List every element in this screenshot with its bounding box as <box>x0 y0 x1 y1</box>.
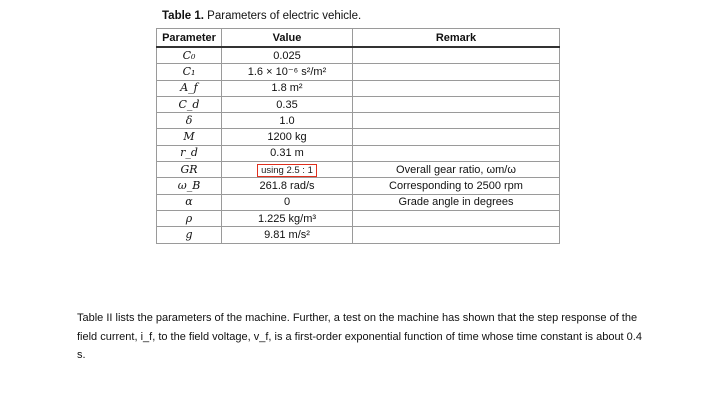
param-value: 0 <box>222 194 353 210</box>
caption-text: Parameters of electric vehicle. <box>207 10 362 22</box>
param-value: 1.0 <box>222 113 353 129</box>
param-remark <box>353 227 560 243</box>
param-remark <box>353 64 560 80</box>
table-row <box>157 80 560 96</box>
header-value: Value <box>222 29 353 48</box>
caption-label: Table 1. <box>162 10 204 22</box>
param-symbol: ρ <box>157 210 222 226</box>
param-value: 9.81 m/s² <box>222 227 353 243</box>
param-symbol: C₁ <box>157 64 222 80</box>
table-row <box>157 194 560 210</box>
param-symbol: r_d <box>157 145 222 161</box>
param-value: 1.8 m² <box>222 80 353 96</box>
param-symbol: C_d <box>157 96 222 112</box>
header-parameter: Parameter <box>157 29 222 48</box>
table-row <box>157 210 560 226</box>
param-remark: Corresponding to 2500 rpm <box>353 178 560 194</box>
param-value: 0.31 m <box>222 145 353 161</box>
body-paragraph: Table II lists the parameters of the machine. Further, a test on the machine has shown that the step response of the field current, i_f, to the field voltage, v_f, is a first-order exponential function of time whose time constant is about 0.4 s. <box>77 312 642 361</box>
table-row <box>157 162 560 178</box>
table-row <box>157 96 560 112</box>
table-row <box>157 227 560 243</box>
param-remark: Overall gear ratio, ωm/ω <box>353 162 560 178</box>
param-symbol: M <box>157 129 222 145</box>
param-remark <box>353 80 560 96</box>
parameters-table <box>156 28 560 244</box>
param-value: 1200 kg <box>222 129 353 145</box>
param-value: 0.025 <box>222 47 353 64</box>
table-row <box>157 113 560 129</box>
param-symbol: α <box>157 194 222 210</box>
param-symbol: g <box>157 227 222 243</box>
table-row <box>157 47 560 64</box>
param-remark: Grade angle in degrees <box>353 194 560 210</box>
param-value <box>222 162 353 178</box>
table-caption <box>162 10 361 22</box>
param-remark <box>353 47 560 64</box>
param-remark <box>353 129 560 145</box>
param-remark <box>353 145 560 161</box>
param-symbol: C₀ <box>157 47 222 64</box>
table-row <box>157 64 560 80</box>
param-value: 261.8 rad/s <box>222 178 353 194</box>
param-symbol: δ <box>157 113 222 129</box>
param-symbol: A_f <box>157 80 222 96</box>
param-remark <box>353 113 560 129</box>
gear-ratio-annotation: using 2.5 : 1 <box>257 164 317 177</box>
table-row <box>157 129 560 145</box>
param-value: 1.225 kg/m³ <box>222 210 353 226</box>
table-row <box>157 178 560 194</box>
header-remark: Remark <box>353 29 560 48</box>
header-row <box>157 29 560 48</box>
param-value: 1.6 × 10⁻⁶ s²/m² <box>222 64 353 80</box>
param-symbol: GR <box>157 162 222 178</box>
param-remark <box>353 210 560 226</box>
param-remark <box>353 96 560 112</box>
param-symbol: ω_B <box>157 178 222 194</box>
table-row <box>157 145 560 161</box>
param-value: 0.35 <box>222 96 353 112</box>
